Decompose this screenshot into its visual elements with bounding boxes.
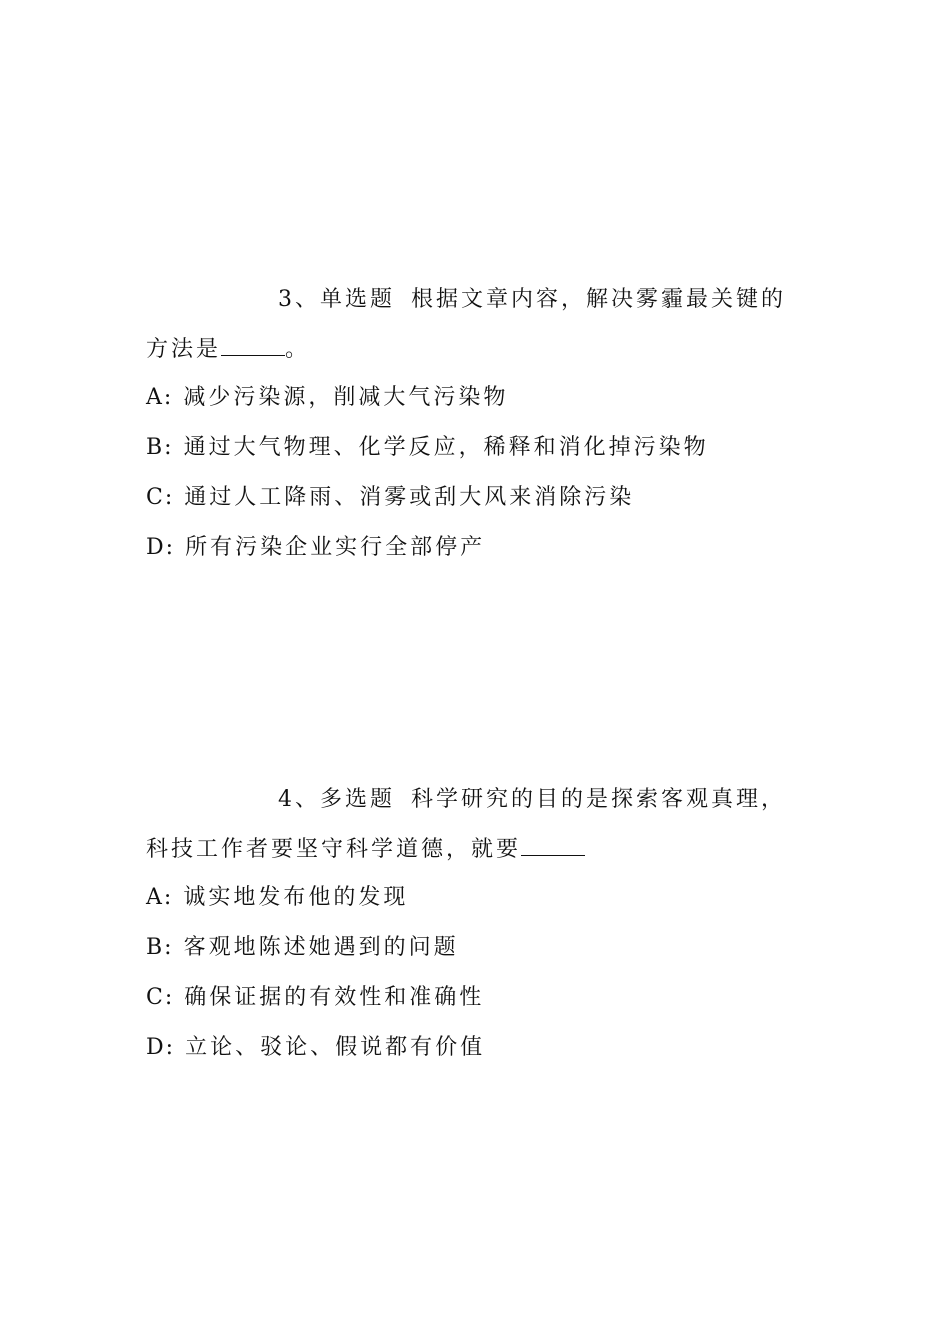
option-d	[146, 1030, 826, 1066]
question-3	[146, 282, 826, 580]
question-number-type: 3、单选题	[278, 287, 395, 312]
option-text: 通过人工降雨、消雾或刮大风来消除污染	[184, 485, 635, 510]
question-stem-line2	[146, 332, 826, 368]
question-stem-text: 根据文章内容，解决雾霾最关键的	[411, 287, 787, 312]
option-text: 诚实地发布他的发现	[183, 885, 409, 910]
option-b	[146, 430, 826, 466]
option-letter: C:	[146, 985, 175, 1010]
question-4	[146, 782, 826, 1080]
question-stem-end: 。	[285, 337, 311, 362]
question-stem-line2	[146, 832, 826, 868]
question-number-type: 4、多选题	[278, 787, 395, 812]
question-stem-text-cont: 科技工作者要坚守科学道德，就要	[146, 837, 522, 862]
option-letter: D:	[146, 1035, 176, 1060]
option-text: 所有污染企业实行全部停产	[185, 535, 486, 560]
option-a	[146, 380, 826, 416]
option-text: 确保证据的有效性和准确性	[184, 985, 485, 1010]
option-a	[146, 880, 826, 916]
option-letter: A:	[146, 385, 174, 410]
option-letter: D:	[146, 535, 176, 560]
option-text: 客观地陈述她遇到的问题	[183, 935, 459, 960]
option-list	[146, 380, 826, 566]
option-letter: B:	[146, 435, 174, 460]
option-d	[146, 530, 826, 566]
question-stem-text-cont: 方法是	[146, 337, 222, 362]
question-stem-line1	[146, 782, 826, 818]
question-stem-text: 科学研究的目的是探索客观真理，	[411, 787, 787, 812]
answer-blank	[221, 333, 285, 356]
option-c	[146, 480, 826, 516]
question-stem-line1	[146, 282, 826, 318]
option-c	[146, 980, 826, 1016]
option-letter: C:	[146, 485, 175, 510]
option-text: 通过大气物理、化学反应，稀释和消化掉污染物	[183, 435, 709, 460]
option-text: 立论、驳论、假说都有价值	[185, 1035, 486, 1060]
option-letter: B:	[146, 935, 174, 960]
answer-blank	[521, 833, 585, 856]
option-b	[146, 930, 826, 966]
option-text: 减少污染源，削减大气污染物	[183, 385, 509, 410]
option-letter: A:	[146, 885, 174, 910]
option-list	[146, 880, 826, 1066]
